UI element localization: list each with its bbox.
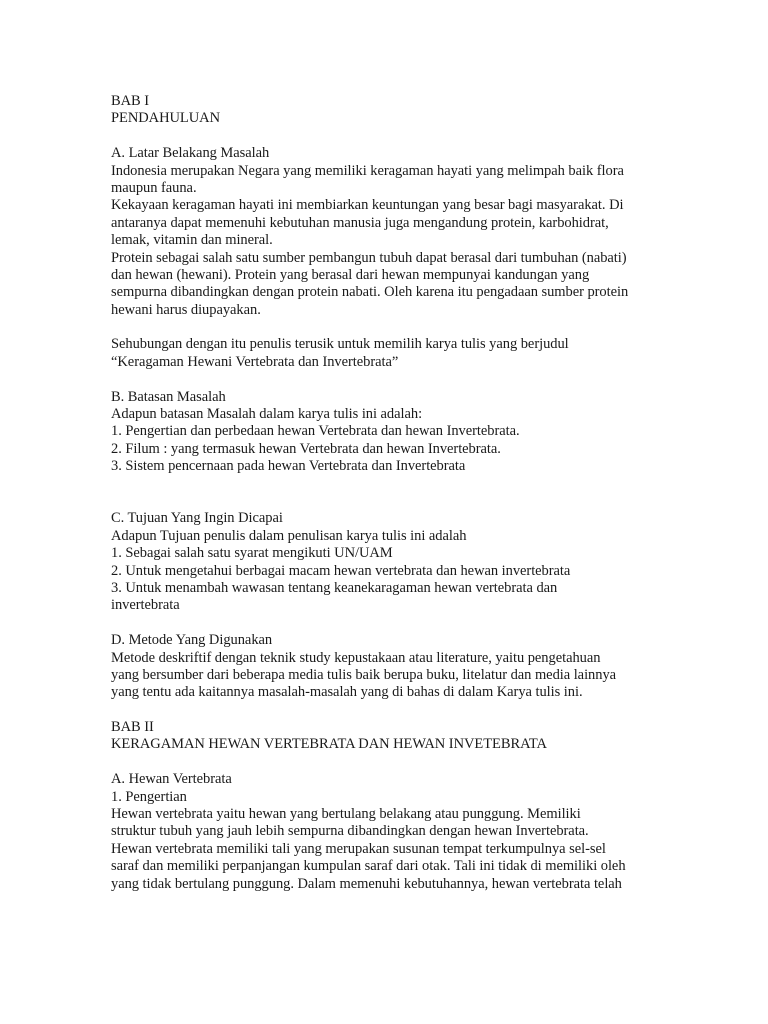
list-item: 2. Filum : yang termasuk hewan Vertebrata dan hewan Invertebrata. xyxy=(111,440,501,457)
spacer xyxy=(111,615,671,632)
paragraph-line: Hewan vertebrata memiliki tali yang merupakan susunan tempat terkumpulnya sel-sel xyxy=(111,840,606,857)
paragraph-line: struktur tubuh yang jauh lebih sempurna dibandingkan dengan hewan Invertebrata. xyxy=(111,823,589,840)
paragraph-line: lemak, vitamin dan mineral. xyxy=(111,232,273,249)
spacer xyxy=(111,319,671,336)
list-item: 2. Untuk mengetahui berbagai macam hewan vertebrata dan hewan invertebrata xyxy=(111,562,571,579)
spacer xyxy=(111,702,671,719)
paragraph-line: Adapun Tujuan penulis dalam penulisan karya tulis ini adalah xyxy=(111,527,467,544)
paragraph-line: saraf dan memiliki perpanjangan kumpulan saraf dari otak. Tali ini tidak di memiliki oleh xyxy=(111,858,626,875)
list-item: 3. Untuk menambah wawasan tentang keanekaragaman hewan vertebrata dan xyxy=(111,579,558,596)
section-heading: A. Latar Belakang Masalah xyxy=(111,145,270,162)
document-body xyxy=(111,93,671,893)
section-heading: B. Batasan Masalah xyxy=(111,388,226,405)
paragraph-line: Metode deskriftif dengan teknik study kepustakaan atau literature, yaitu pengetahuan xyxy=(111,649,601,666)
chapter-label: BAB II xyxy=(111,719,154,736)
paragraph-line: “Keragaman Hewani Vertebrata dan Invertebrata” xyxy=(111,353,399,370)
list-item: 1. Pengertian dan perbedaan hewan Vertebrata dan hewan Invertebrata. xyxy=(111,423,520,440)
paragraph-line: Kekayaan keragaman hayati ini membiarkan keuntungan yang besar bagi masyarakat. Di xyxy=(111,197,624,214)
paragraph-line: Hewan vertebrata yaitu hewan yang bertulang belakang atau punggung. Memiliki xyxy=(111,806,581,823)
paragraph-line: antaranya dapat memenuhi kebutuhan manusia juga mengandung protein, karbohidrat, xyxy=(111,214,609,231)
spacer xyxy=(111,476,671,511)
paragraph-line: yang tentu ada kaitannya masalah-masalah yang di bahas di dalam Karya tulis ini. xyxy=(111,684,583,701)
chapter-title: KERAGAMAN HEWAN VERTEBRATA DAN HEWAN INVETEBRATA xyxy=(111,736,547,753)
paragraph-line: maupun fauna. xyxy=(111,179,197,196)
paragraph-line: Adapun batasan Masalah dalam karya tulis ini adalah: xyxy=(111,406,423,423)
list-item: invertebrata xyxy=(111,597,180,614)
paragraph-line: hewani harus diupayakan. xyxy=(111,301,261,318)
spacer xyxy=(111,371,671,388)
section-heading: A. Hewan Vertebrata xyxy=(111,771,232,788)
paragraph-line: Indonesia merupakan Negara yang memiliki keragaman hayati yang melimpah baik flora xyxy=(111,162,624,179)
list-item: 1. Sebagai salah satu syarat mengikuti UN/UAM xyxy=(111,545,393,562)
chapter-label: BAB I xyxy=(111,93,150,109)
paragraph-line: yang tidak bertulang punggung. Dalam memenuhi kebutuhannya, hewan vertebrata telah xyxy=(111,875,622,892)
paragraph-line: Sehubungan dengan itu penulis terusik untuk memilih karya tulis yang berjudul xyxy=(111,336,569,353)
section-heading: D. Metode Yang Digunakan xyxy=(111,632,273,649)
paragraph-line: dan hewan (hewani). Protein yang berasal dari hewan mempunyai kandungan yang xyxy=(111,266,590,283)
section-heading: C. Tujuan Yang Ingin Dicapai xyxy=(111,510,283,527)
paragraph-line: yang bersumber dari beberapa media tulis baik berupa buku, litelatur dan media lainnya xyxy=(111,666,617,683)
spacer xyxy=(111,754,671,771)
list-item: 3. Sistem pencernaan pada hewan Vertebrata dan Invertebrata xyxy=(111,458,466,475)
paragraph-line: Protein sebagai salah satu sumber pembangun tubuh dapat berasal dari tumbuhan (nabati) xyxy=(111,249,627,266)
chapter-title: PENDAHULUAN xyxy=(111,110,221,127)
spacer xyxy=(111,128,671,145)
paragraph-line: sempurna dibandingkan dengan protein nabati. Oleh karena itu pengadaan sumber protein xyxy=(111,284,629,301)
sub-heading: 1. Pengertian xyxy=(111,788,187,805)
